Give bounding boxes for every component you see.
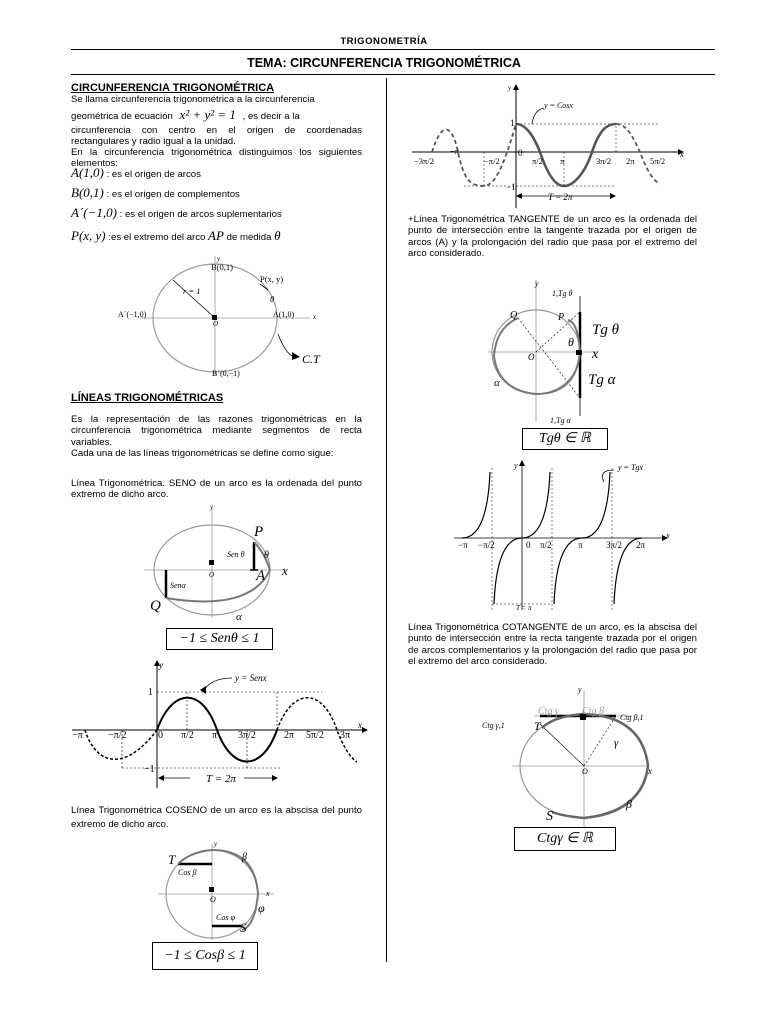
sine-tick-3pi: 3π xyxy=(340,730,351,741)
cot-y-label: y xyxy=(578,685,582,694)
header-rule-top xyxy=(71,49,715,50)
cos-tick-pi2: π/2 xyxy=(532,156,543,166)
sine-tick-pi2: π/2 xyxy=(181,730,194,741)
cos-func-pointer xyxy=(532,108,544,124)
cos-func-label: y = Cosx xyxy=(544,101,573,110)
column-divider xyxy=(386,78,387,962)
coseno-cos-phi-label: Cos φ xyxy=(216,913,235,922)
coseno-O-label: O xyxy=(210,895,216,904)
beta-arc xyxy=(178,850,212,864)
cos-period-arrow-right-icon xyxy=(610,193,616,199)
tan-x-label: x xyxy=(592,347,599,362)
cos-tick-neg-pi: −π xyxy=(450,146,460,156)
fig1-y-label: y xyxy=(217,255,221,263)
element-B xyxy=(71,185,240,201)
element-Aprime-symbol: A´(−1,0) xyxy=(71,205,117,220)
seno-theta-label: θ xyxy=(264,550,269,561)
element-B-desc: : es el origen de complementos xyxy=(106,189,240,200)
ct-pointer xyxy=(278,334,292,356)
ctg-gamma-ray xyxy=(540,724,584,766)
fig1-x-label: x xyxy=(313,313,317,321)
tan-O-label: O xyxy=(528,352,535,362)
period-arrow-right-icon xyxy=(272,775,278,781)
tan-top-label: 1,Tg θ xyxy=(552,289,573,298)
element-Aprime xyxy=(71,205,282,221)
cot-O-label: O xyxy=(582,767,588,776)
tangente-figure xyxy=(480,276,640,428)
coseno-figure xyxy=(150,838,290,942)
seno-Q-label: Q xyxy=(150,598,161,614)
cos-period-curve xyxy=(516,124,616,186)
cos-x-label: x xyxy=(680,150,684,159)
cotangente-range-box: Ctgγ ∈ ℝ xyxy=(514,827,616,851)
element-P-measure: de medida xyxy=(226,232,272,243)
tan-branch-left xyxy=(462,472,490,538)
tan-graph-x-label: x xyxy=(666,531,670,540)
sine-minus-one-label: −1 xyxy=(144,764,155,775)
sine-tick-3pi2: 3π/2 xyxy=(238,730,256,741)
cos-period-arrow-left-icon xyxy=(516,193,522,199)
fig1-P-label: P(x, y) xyxy=(260,274,284,284)
tangente-definition: +Línea Trigonométrica TANGENTE de un arco es la ordenada del punto de intersección entre la tangente trazada por el origen de arcos (A) y la prolongación del radio que pasa por el extremo del arco considerado. xyxy=(408,214,697,259)
cos-y-arrow-icon xyxy=(513,84,519,90)
seno-sen-theta-label: Sen θ xyxy=(227,550,245,559)
sine-tick-5pi2: 5π/2 xyxy=(306,730,324,741)
cos-tick-2pi: 2π xyxy=(626,156,635,166)
cot-T-label: T xyxy=(534,719,541,733)
header-rule-bottom xyxy=(71,74,715,75)
cos-tick-3pi2: 3π/2 xyxy=(596,156,612,166)
sine-x-label: x xyxy=(358,720,362,730)
tan-bottom-label: 1,Tg α xyxy=(550,416,571,425)
fig1-B-label: B(0,1) xyxy=(211,262,233,272)
tan-func-pointer xyxy=(602,470,614,482)
tangente-range-box: Tgθ ∈ ℝ xyxy=(522,428,608,450)
page-title: TEMA: CIRCUNFERENCIA TRIGONOMÉTRICA xyxy=(247,56,521,70)
cosine-graph xyxy=(412,80,698,210)
sine-tick-neg-pi: −π xyxy=(72,730,83,741)
seno-definition: Línea Trigonométrica. SENO de un arco es la ordenada del punto extremo de dicho arco. xyxy=(71,478,362,501)
intro-line-4: En la circunferencia trigonométrica distinguimos los siguientes elementos: xyxy=(71,147,362,170)
fig1-Bprime-label: B´(0,−1) xyxy=(212,369,240,378)
cot-S-label: S xyxy=(546,809,553,824)
cos-tick-pi: π xyxy=(560,156,565,166)
tg-alpha-arc xyxy=(494,318,580,394)
seno-A-label: A xyxy=(256,568,266,584)
sine-func-pointer-icon xyxy=(200,686,206,694)
coseno-y-label: y xyxy=(214,840,218,848)
tan-tick-0: 0 xyxy=(526,540,531,550)
fig1-theta-label: θ xyxy=(270,294,275,304)
element-Aprime-desc: : es el origen de arcos suplementarios xyxy=(119,209,282,220)
cot-ctg-gamma-pt-label: Ctg γ,1 xyxy=(482,721,505,730)
sine-func-pointer xyxy=(204,678,232,690)
coseno-S-label: S xyxy=(240,920,247,935)
coseno-origin-marker xyxy=(209,887,214,892)
sine-tick-pi: π xyxy=(212,730,218,741)
cos-zero-label: 0 xyxy=(518,148,523,158)
coseno-x-label: x xyxy=(266,889,270,898)
section-lineas-title: LÍNEAS TRIGONOMÉTRICAS xyxy=(71,392,224,404)
element-P-theta: θ xyxy=(274,228,281,243)
tan-y-label: y xyxy=(535,279,539,288)
element-P xyxy=(71,228,280,244)
cotangente-figure xyxy=(472,684,672,830)
fig1-CT-label: C.T xyxy=(302,352,320,366)
tan-y-arrow-icon xyxy=(519,460,525,466)
cot-ctg-gamma-top-label: Ctg γ xyxy=(538,706,559,717)
fig1-r-label: r = 1 xyxy=(183,286,201,296)
intro-line-1: Se llama circunferencia trigonométrica a la circunferencia xyxy=(71,94,315,105)
lines-intro-2: Cada una de las líneas trigonométricas se define como sigue: xyxy=(71,447,334,459)
cos-dashed-right xyxy=(616,124,660,184)
cot-ctg-beta-pt-label: Ctg β,1 xyxy=(620,713,644,722)
element-A-desc: : es el origen de arcos xyxy=(106,169,201,180)
tan-theta-label: θ xyxy=(568,335,574,349)
tan-tick-2pi: 2π xyxy=(636,540,646,550)
coseno-T-label: T xyxy=(168,852,176,867)
tan-tick-3pi2: 3π/2 xyxy=(606,540,623,550)
element-A-symbol: A(1,0) xyxy=(71,165,104,180)
coseno-phi-label: φ xyxy=(258,901,265,915)
sine-tick-0: 0 xyxy=(158,730,163,741)
tan-tick-pi2: π/2 xyxy=(540,540,552,550)
seno-y-label: y xyxy=(210,503,214,511)
cot-ctg-beta-top-label: Ctg β xyxy=(582,706,604,717)
intro-line-2b: , es decir a la xyxy=(242,111,300,123)
coseno-definition: Línea Trigonométrica COSENO de un arco es la abscisa del punto extremo de dicho arco. xyxy=(71,805,362,830)
lines-intro-1: Es la representación de las razones trigonométricas en la circunferencia trigonométrica mediante segmentos de recta variables. xyxy=(71,414,362,448)
tan-tg-alpha-label: Tg α xyxy=(588,372,616,388)
tan-period-label: T = π xyxy=(516,604,532,612)
cos-one-label: 1 xyxy=(510,118,515,128)
sine-tick-neg-pi2: −π/2 xyxy=(108,730,127,741)
seno-P-label: P xyxy=(254,524,264,540)
tan-tg-theta-label: Tg θ xyxy=(592,322,619,338)
period-arrow-left-icon xyxy=(158,775,164,781)
ctg-beta-ray xyxy=(584,716,616,766)
cot-beta-label: β xyxy=(626,797,632,811)
circle-equation: x² + y² = 1 xyxy=(179,107,236,123)
section-circunferencia-title: CIRCUNFERENCIA TRIGONOMÉTRICA xyxy=(71,82,275,94)
cos-y-label: y xyxy=(508,84,512,92)
cos-tick-neg-pi2: −π/2 xyxy=(484,156,500,166)
tan-graph-y-label: y xyxy=(514,461,518,470)
sine-graph xyxy=(72,658,370,790)
tan-tick-pi: π xyxy=(578,540,583,550)
element-A xyxy=(71,165,201,181)
fig1-O-label: O xyxy=(213,320,219,328)
tan-tick-neg-pi: −π xyxy=(458,540,468,550)
cos-dashed-left xyxy=(432,124,516,186)
sine-tick-2pi: 2π xyxy=(284,730,295,741)
cos-minus-one-label: −1 xyxy=(506,182,516,192)
tan-Q-label: Q xyxy=(510,310,518,321)
element-P-arc: AP xyxy=(208,228,224,243)
cotangente-definition: Línea Trigonométrica COTANGENTE de un arco, es la abscisa del punto de intersección entre la recta tangente trazada por el origen de arcos complementarios y la prolongación del radio que pasa por el extremo del arco considerado. xyxy=(408,622,697,667)
cos-period-label: T = 2π xyxy=(548,192,573,202)
element-P-desc: :es el extremo del arco xyxy=(108,232,206,243)
sine-func-label: y = Senx xyxy=(235,673,267,683)
cot-x-label: x xyxy=(648,766,652,776)
seno-figure xyxy=(140,500,310,622)
seno-O-label: O xyxy=(209,571,215,579)
intro-line-2 xyxy=(71,109,362,122)
tan-func-label: y = Tgx xyxy=(618,463,643,472)
intro-line-3: circunferencia con centro en el origen de coordenadas rectangulares y radio igual a la unidad. xyxy=(71,124,362,147)
coseno-cos-beta-label: Cos β xyxy=(178,868,197,877)
element-B-symbol: B(0,1) xyxy=(71,185,104,200)
tan-tick-neg-pi2: −π/2 xyxy=(478,540,495,550)
intro-line-2a: geométrica de ecuación xyxy=(71,111,173,123)
sine-x-arrow-icon xyxy=(362,727,368,733)
tan-alpha-label: α xyxy=(494,377,500,389)
cos-tick-neg-3pi2: −3π/2 xyxy=(414,156,434,166)
fig1-Aprime-label: A´(−1,0) xyxy=(118,310,147,319)
unit-circle-figure xyxy=(110,252,330,380)
cos-tick-5pi2: 5π/2 xyxy=(650,156,666,166)
seno-sen-alpha-label: Senα xyxy=(170,581,186,590)
lines-intro-paragraph xyxy=(71,414,362,459)
seno-origin-marker xyxy=(209,560,214,565)
tan-P-label: P xyxy=(558,312,565,323)
ct-arrow-icon xyxy=(292,352,300,360)
coseno-beta-label: β xyxy=(242,852,247,863)
tangent-graph xyxy=(454,458,672,614)
seno-range-box: −1 ≤ Senθ ≤ 1 xyxy=(166,628,273,650)
sine-y-label: y xyxy=(159,660,163,670)
coseno-range-box: −1 ≤ Cosβ ≤ 1 xyxy=(152,942,258,970)
running-title: TRIGONOMETRÍA xyxy=(340,36,428,47)
cot-gamma-label: γ xyxy=(614,737,619,749)
seno-x-label: x xyxy=(282,563,288,578)
seno-alpha-label: α xyxy=(236,611,242,622)
element-P-symbol: P(x, y) xyxy=(71,228,106,243)
sine-one-label: 1 xyxy=(148,687,153,698)
tangente-A-marker xyxy=(576,350,582,355)
sine-period-label: T = 2π xyxy=(206,773,236,785)
intro-paragraph xyxy=(71,94,362,170)
fig1-A-label: A(1,0) xyxy=(273,310,295,319)
